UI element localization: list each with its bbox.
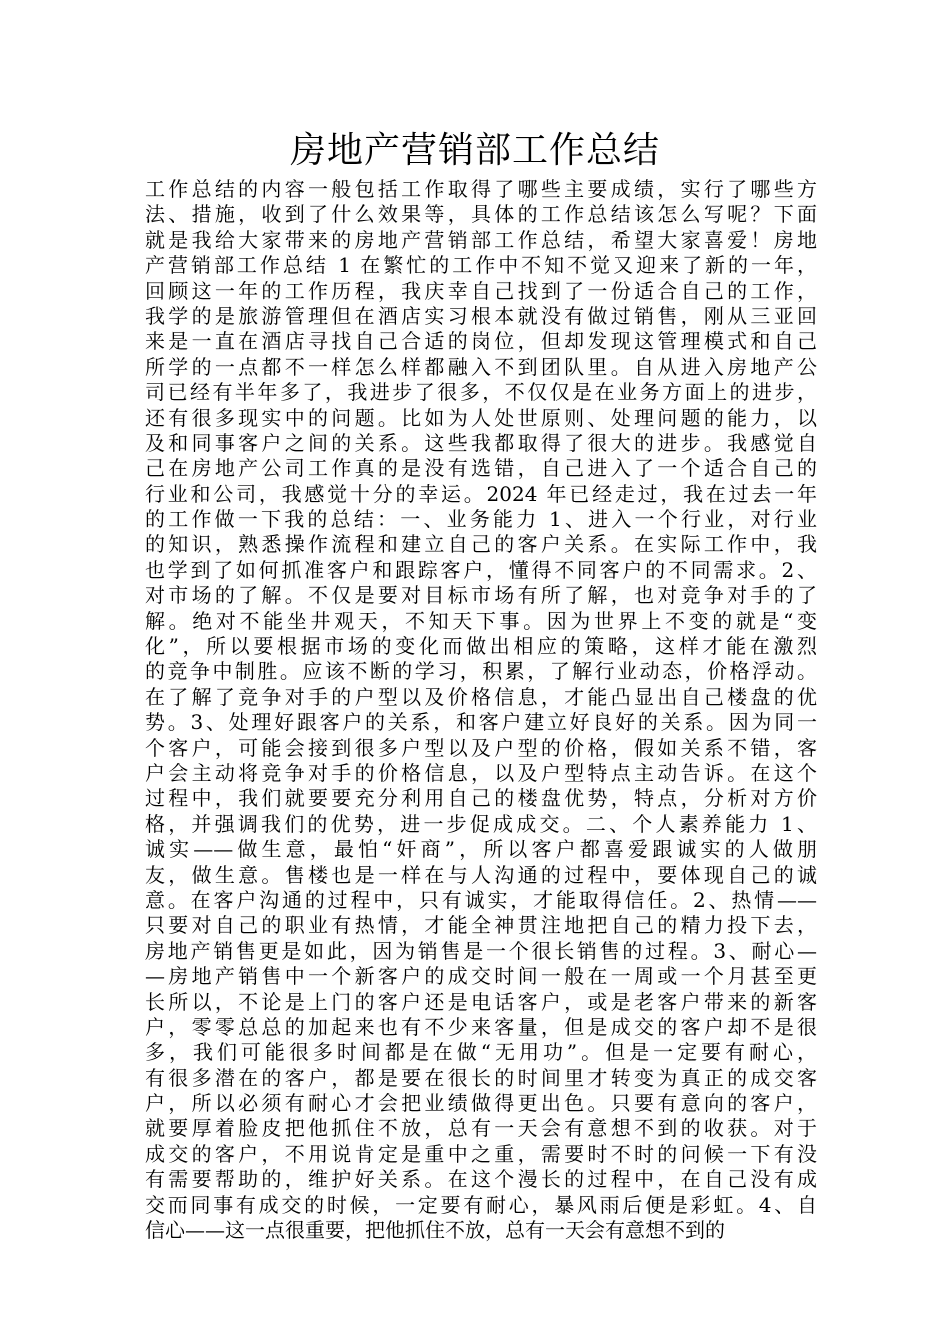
body-line: 司已经有半年多了，我进步了很多，不仅仅是在业务方面上的进步， — [145, 380, 817, 405]
body-line: 过程中，我们就要要充分利用自己的楼盘优势，特点，分析对方价 — [145, 786, 817, 811]
body-line: 友，做生意。售楼也是一样在与人沟通的过程中，要体现自己的诚 — [145, 862, 817, 887]
body-line: 个客户，可能会接到很多户型以及户型的价格，假如关系不错，客 — [145, 735, 817, 760]
body-line: 也学到了如何抓准客户和跟踪客户，懂得不同客户的不同需求。2、 — [145, 557, 817, 582]
body-line: 有需要帮助的，维护好关系。在这个漫长的过程中，在自己没有成 — [145, 1167, 817, 1192]
body-line: 来是一直在酒店寻找自己合适的岗位，但却发现这管理模式和自己 — [145, 329, 817, 354]
body-line: 就要厚着脸皮把他抓住不放，总有一天会有意想不到的收获。对于 — [145, 1116, 817, 1141]
body-line: 意。在客户沟通的过程中，只有诚实，才能取得信任。2、热情—— — [145, 887, 817, 912]
body-line: 法、措施，收到了什么效果等，具体的工作总结该怎么写呢？下面 — [145, 202, 817, 227]
body-line: 及和同事客户之间的关系。这些我都取得了很大的进步。我感觉自 — [145, 430, 817, 455]
body-line: 户，所以必须有耐心才会把业绩做得更出色。只要有意向的客户， — [145, 1091, 817, 1116]
body-line: 格，并强调我们的优势，进一步促成成交。二、个人素养能力 1、 — [145, 811, 817, 836]
document-title: 房地产营销部工作总结 — [289, 130, 660, 171]
body-line: 回顾这一年的工作历程，我庆幸自己找到了一份适合自己的工作， — [145, 278, 817, 303]
body-line: 对市场的了解。不仅是要对目标市场有所了解，也对竞争对手的了 — [145, 583, 817, 608]
body-line: 户，零零总总的加起来也有不少来客量，但是成交的客户却不是很 — [145, 1014, 817, 1039]
body-line: 户会主动将竞争对手的价格信息，以及户型特点主动告诉。在这个 — [145, 760, 817, 785]
body-line: 就是我给大家带来的房地产营销部工作总结，希望大家喜爱！房地 — [145, 227, 817, 252]
body-line: 长所以，不论是上门的客户还是电话客户，或是老客户带来的新客 — [145, 989, 817, 1014]
body-line: 所学的一点都不一样怎么样都融入不到团队里。自从进入房地产公 — [145, 354, 817, 379]
body-line: 解。绝对不能坐井观天，不知天下事。因为世界上不变的就是“变 — [145, 608, 817, 633]
body-line: 房地产销售更是如此，因为销售是一个很长销售的过程。3、耐心— — [145, 938, 817, 963]
body-line: 信心——这一点很重要，把他抓住不放，总有一天会有意想不到的 — [145, 1218, 725, 1243]
body-line: 的工作做一下我的总结：一、业务能力 1、进入一个行业，对行业 — [145, 507, 817, 532]
body-line: 的知识，熟悉操作流程和建立自己的客户关系。在实际工作中，我 — [145, 532, 817, 557]
body-line: 己在房地产公司工作真的是没有选错，自己进入了一个适合自己的 — [145, 456, 817, 481]
body-line: 在了解了竞争对手的户型以及价格信息，才能凸显出自己楼盘的优 — [145, 684, 817, 709]
body-line: 有很多潜在的客户，都是要在很长的时间里才转变为真正的成交客 — [145, 1065, 817, 1090]
document-body — [145, 177, 817, 1243]
body-line: 成交的客户，不用说肯定是重中之重，需要时不时的问候一下有没 — [145, 1141, 817, 1166]
body-line: 工作总结的内容一般包括工作取得了哪些主要成绩，实行了哪些方 — [145, 177, 817, 201]
body-line: 的竞争中制胜。应该不断的学习，积累，了解行业动态，价格浮动。 — [145, 659, 817, 684]
body-line: 势。3、处理好跟客户的关系，和客户建立好良好的关系。因为同一 — [145, 710, 817, 735]
body-line: 多，我们可能很多时间都是在做“无用功”。但是一定要有耐心， — [145, 1040, 817, 1065]
body-line: 行业和公司，我感觉十分的幸运。2024 年已经走过，我在过去一年 — [145, 481, 817, 506]
body-line: 我学的是旅游管理但在酒店实习根本就没有做过销售，刚从三亚回 — [145, 303, 817, 328]
body-line: 产营销部工作总结 1 在繁忙的工作中不知不觉又迎来了新的一年， — [145, 253, 817, 278]
body-line: 交而同事有成交的时候，一定要有耐心，暴风雨后便是彩虹。4、自 — [145, 1192, 817, 1217]
body-line: 化”，所以要根据市场的变化而做出相应的策略，这样才能在激烈 — [145, 634, 817, 659]
body-line: 诚实——做生意，最怕“奸商”，所以客户都喜爱跟诚实的人做朋 — [145, 837, 817, 862]
body-line: —房地产销售中一个新客户的成交时间一般在一周或一个月甚至更 — [145, 964, 817, 989]
body-line: 还有很多现实中的问题。比如为人处世原则、处理问题的能力，以 — [145, 405, 817, 430]
body-line: 只要对自己的职业有热情，才能全神贯注地把自己的精力投下去， — [145, 913, 817, 938]
